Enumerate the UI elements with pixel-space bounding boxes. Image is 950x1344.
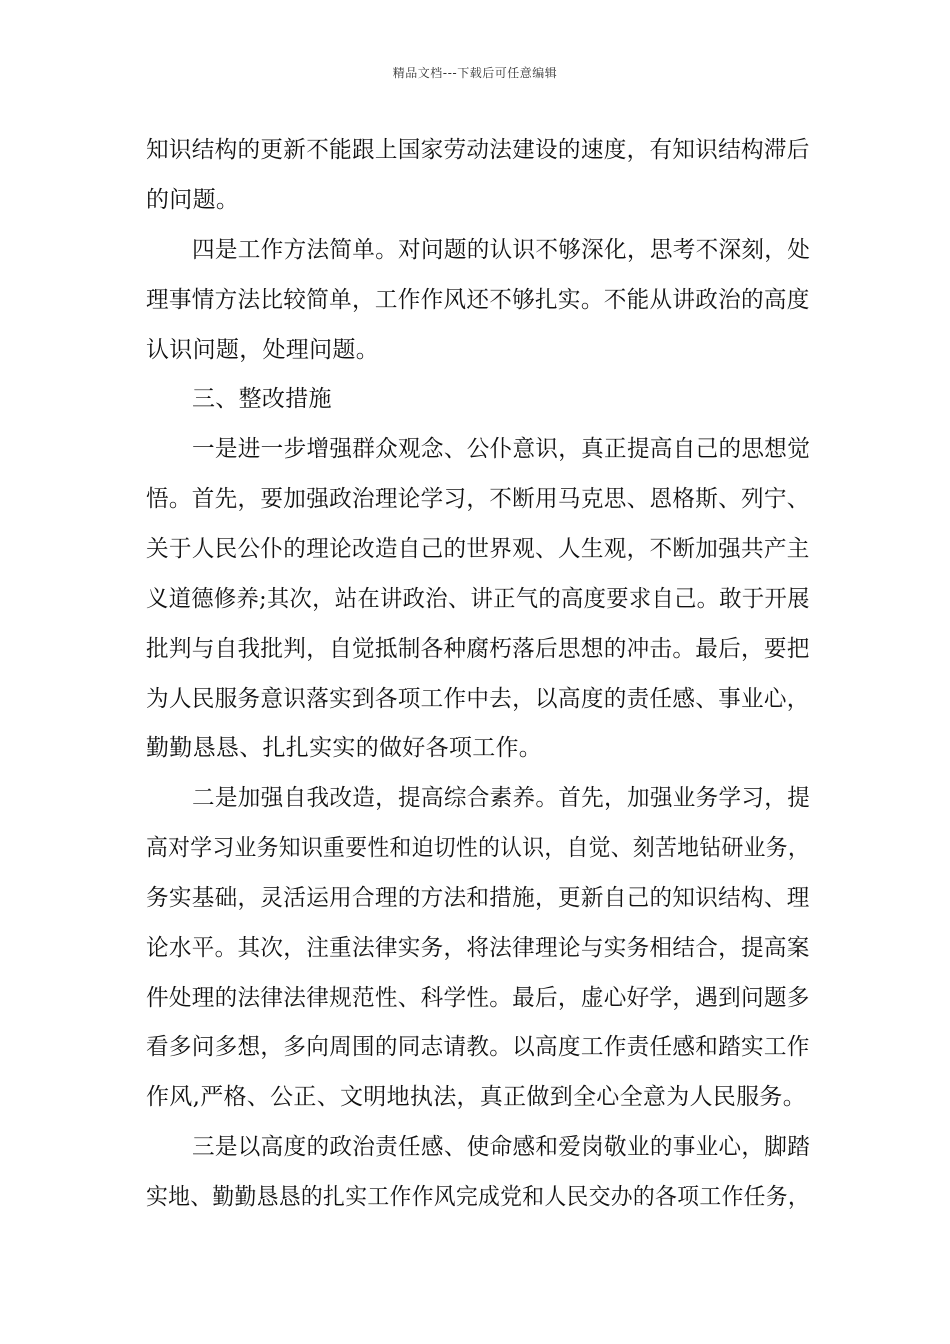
text-line: 义道德修养;其次，站在讲政治、讲正气的高度要求自己。敢于开展 — [146, 586, 810, 612]
page-header: 精品文档---下载后可任意编辑 — [392, 66, 558, 80]
section-heading: 三、整改措施 — [192, 386, 332, 412]
text-line: 作风,严格、公正、文明地执法，真正做到全心全意为人民服务。 — [146, 1084, 807, 1110]
text-line: 勤勤恳恳、扎扎实实的做好各项工作。 — [146, 735, 543, 761]
text-line: 认识问题，处理问题。 — [146, 337, 379, 363]
text-line: 为人民服务意识落实到各项工作中去，以高度的责任感、事业心， — [146, 686, 810, 712]
text-line: 务实基础，灵活运用合理的方法和措施，更新自己的知识结构、理 — [146, 885, 810, 911]
paragraph-start-line: 二是加强自我改造，提高综合素养。首先，加强业务学习，提 — [192, 785, 811, 811]
text-line: 件处理的法律法律规范性、科学性。最后，虚心好学，遇到问题多 — [146, 985, 810, 1011]
text-line: 论水平。其次，注重法律实务，将法律理论与实务相结合，提高案 — [146, 935, 810, 961]
paragraph-start-line: 三是以高度的政治责任感、使命感和爱岗敬业的事业心，脚踏 — [192, 1134, 811, 1160]
text-line: 批判与自我批判，自觉抵制各种腐朽落后思想的冲击。最后，要把 — [146, 636, 810, 662]
text-line: 实地、勤勤恳恳的扎实工作作风完成党和人民交办的各项工作任务， — [146, 1184, 810, 1210]
text-line: 高对学习业务知识重要性和迫切性的认识，自觉、刻苦地钻研业务， — [146, 835, 810, 861]
text-line: 关于人民公仆的理论改造自己的世界观、人生观，不断加强共产主 — [146, 536, 810, 562]
text-line: 知识结构的更新不能跟上国家劳动法建设的速度，有知识结构滞后 — [146, 137, 810, 163]
text-line: 悟。首先，要加强政治理论学习，不断用马克思、恩格斯、列宁、 — [146, 486, 810, 512]
paragraph-start-line: 四是工作方法简单。对问题的认识不够深化，思考不深刻，处 — [192, 237, 811, 263]
text-line: 理事情方法比较简单，工作作风还不够扎实。不能从讲政治的高度 — [146, 287, 810, 313]
text-line: 看多问多想，多向周围的同志请教。以高度工作责任感和踏实工作 — [146, 1034, 810, 1060]
text-line: 的问题。 — [146, 187, 240, 213]
paragraph-start-line: 一是进一步增强群众观念、公仆意识，真正提高自己的思想觉 — [192, 436, 811, 462]
